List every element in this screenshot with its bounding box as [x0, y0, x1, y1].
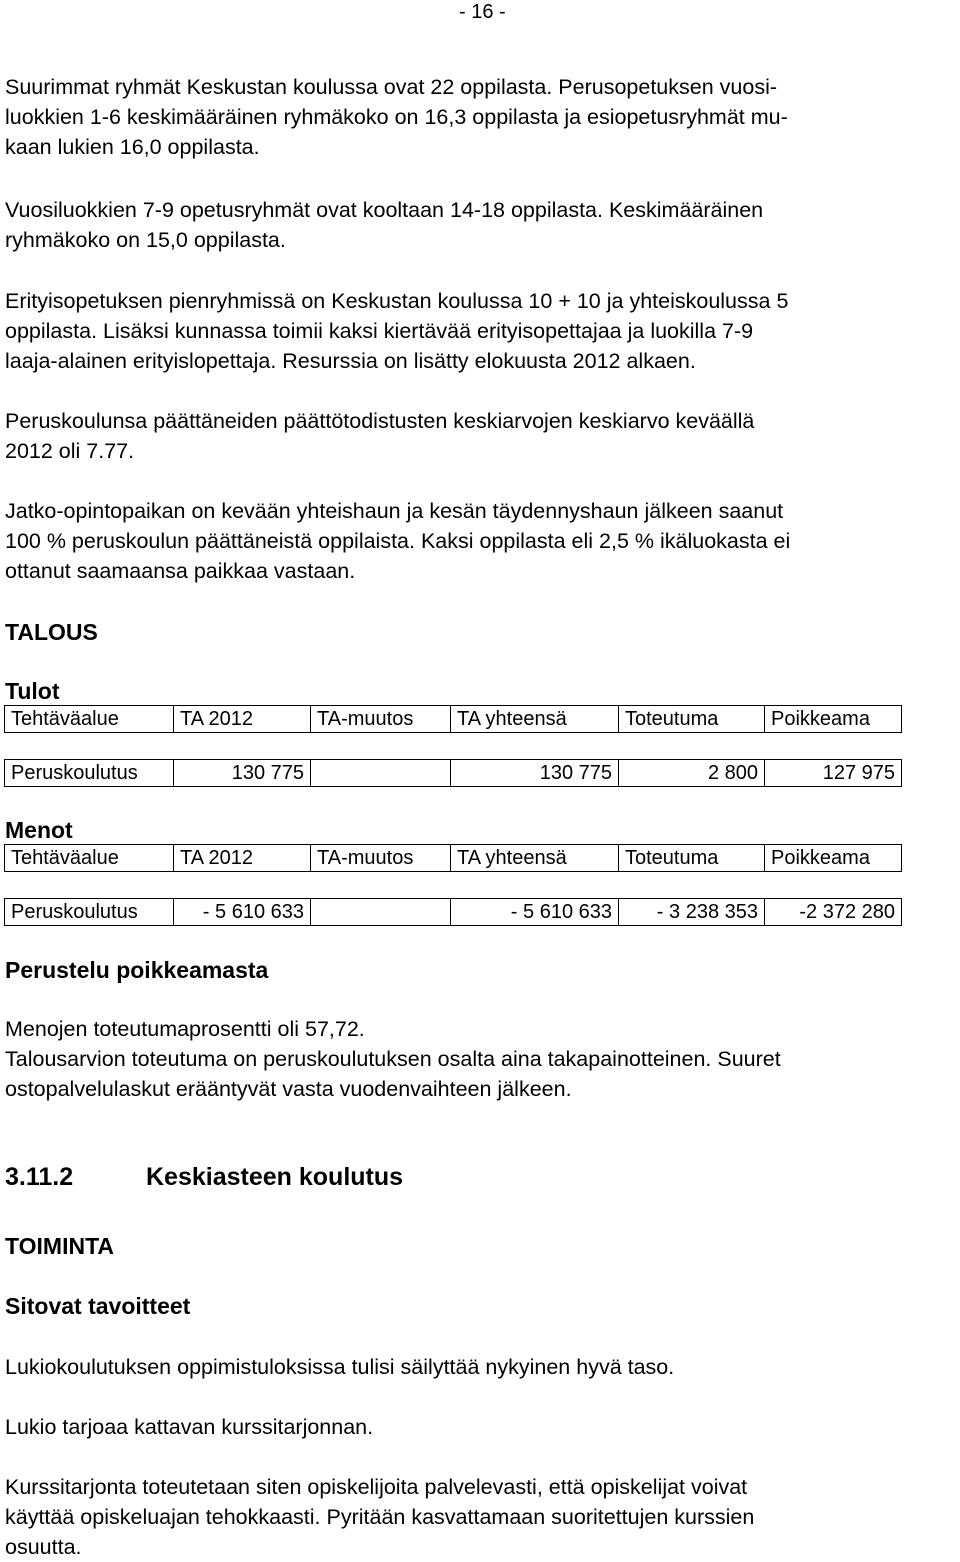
header-cell: Toteutuma — [619, 706, 765, 733]
paragraph-further-studies — [5, 496, 790, 586]
text-line: Suurimmat ryhmät Keskustan koulussa ovat 22 oppilasta. Perusopetuksen vuosi- — [5, 75, 778, 99]
table-header-row — [5, 706, 902, 733]
text-line: ottanut saamaansa paikkaa vastaan. — [5, 559, 356, 583]
text-line: oppilasta. Lisäksi kunnassa toimii kaksi kiertävää erityisopettajaa ja luokilla 7-9 — [5, 319, 754, 343]
text-line: Lukio tarjoaa kattavan kurssitarjonnan. — [5, 1415, 374, 1439]
text-line: Jatko-opintopaikan on kevään yhteishaun ja kesän täydennyshaun jälkeen saanut — [5, 499, 784, 523]
header-cell: Poikkeama — [765, 845, 902, 872]
header-cell: TA yhteensä — [451, 706, 619, 733]
paragraph-special-education — [5, 286, 788, 376]
goal-learning-outcomes — [5, 1352, 674, 1382]
table-cell: - 5 610 633 — [174, 899, 311, 926]
text-line: Lukiokoulutuksen oppimistuloksissa tulisi säilyttää nykyinen hyvä taso. — [5, 1355, 675, 1379]
paragraph-group-sizes — [5, 72, 788, 162]
text-line: Vuosiluokkien 7-9 opetusryhmät ovat kooltaan 14-18 oppilasta. Keskimääräinen — [5, 198, 764, 222]
table-cell: -2 372 280 — [765, 899, 902, 926]
header-cell: TA yhteensä — [451, 845, 619, 872]
goal-course-offering — [5, 1412, 373, 1442]
text-line: Menojen toteutumaprosentti oli 57,72. — [5, 1017, 365, 1041]
text-line: käyttää opiskeluajan tehokkaasti. Pyritään kasvattamaan suoritettujen kurssien — [5, 1505, 755, 1529]
table-cell: - 5 610 633 — [451, 899, 619, 926]
text-line: laaja-alainen erityislopettaja. Resurssia on lisätty elokuusta 2012 alkaen. — [5, 349, 696, 373]
menot-table — [4, 844, 902, 926]
section-number: 3.11.2 — [5, 1163, 74, 1191]
text-line: Kurssitarjonta toteutetaan siten opiskelijoita palvelevasti, että opiskelijat voivat — [5, 1475, 748, 1499]
tulot-table — [4, 705, 902, 787]
heading-perustelu: Perustelu poikkeamasta — [5, 957, 269, 983]
text-line: Peruskoulunsa päättäneiden päättötodistusten keskiarvojen keskiarvo keväällä — [5, 409, 755, 433]
text-line: 2012 oli 7.77. — [5, 439, 135, 463]
paragraph-grades-7-9 — [5, 195, 763, 255]
text-line: Talousarvion toteutuma on peruskoulutuksen osalta aina takapainotteinen. Suuret — [5, 1047, 781, 1071]
page-number: - 16 - — [459, 1, 506, 23]
heading-tulot: Tulot — [5, 678, 60, 704]
table-cell — [311, 899, 451, 926]
header-cell: TA 2012 — [174, 845, 311, 872]
heading-talous: TALOUS — [5, 619, 98, 645]
table-cell: - 3 238 353 — [619, 899, 765, 926]
text-line: ostopalvelulaskut erääntyvät vasta vuodenvaihteen jälkeen. — [5, 1077, 572, 1101]
text-line: 100 % peruskoulun päättäneistä oppilaista. Kaksi oppilasta eli 2,5 % ikäluokasta ei — [5, 529, 791, 553]
table-cell: 130 775 — [451, 760, 619, 787]
table-cell: 127 975 — [765, 760, 902, 787]
section-heading — [5, 1162, 403, 1192]
heading-toiminta: TOIMINTA — [5, 1233, 115, 1259]
paragraph-perustelu — [5, 1014, 781, 1104]
text-line: luokkien 1-6 keskimääräinen ryhmäkoko on 16,3 oppilasta ja esiopetusryhmät mu- — [5, 105, 788, 129]
header-cell: TA-muutos — [311, 706, 451, 733]
table-header-row — [5, 845, 902, 872]
header-cell: Tehtäväalue — [5, 706, 174, 733]
text-line: kaan lukien 16,0 oppilasta. — [5, 135, 260, 159]
header-cell: Tehtäväalue — [5, 845, 174, 872]
text-line: Erityisopetuksen pienryhmissä on Keskustan koulussa 10 + 10 ja yhteiskoulussa 5 — [5, 289, 789, 313]
header-cell: Toteutuma — [619, 845, 765, 872]
goal-course-implementation — [5, 1472, 754, 1562]
table-cell: 130 775 — [174, 760, 311, 787]
text-line: osuutta. — [5, 1535, 82, 1559]
table-row — [5, 899, 902, 926]
table-cell: Peruskoulutus — [5, 899, 174, 926]
section-title: Keskiasteen koulutus — [146, 1163, 404, 1191]
table-cell: 2 800 — [619, 760, 765, 787]
paragraph-grade-average — [5, 406, 754, 466]
table-cell: Peruskoulutus — [5, 760, 174, 787]
table-cell — [311, 760, 451, 787]
table-row — [5, 760, 902, 787]
heading-sitovat-tavoitteet: Sitovat tavoitteet — [5, 1293, 191, 1319]
header-cell: TA-muutos — [311, 845, 451, 872]
header-cell: Poikkeama — [765, 706, 902, 733]
heading-menot: Menot — [5, 817, 73, 843]
header-cell: TA 2012 — [174, 706, 311, 733]
text-line: ryhmäkoko on 15,0 oppilasta. — [5, 228, 286, 252]
